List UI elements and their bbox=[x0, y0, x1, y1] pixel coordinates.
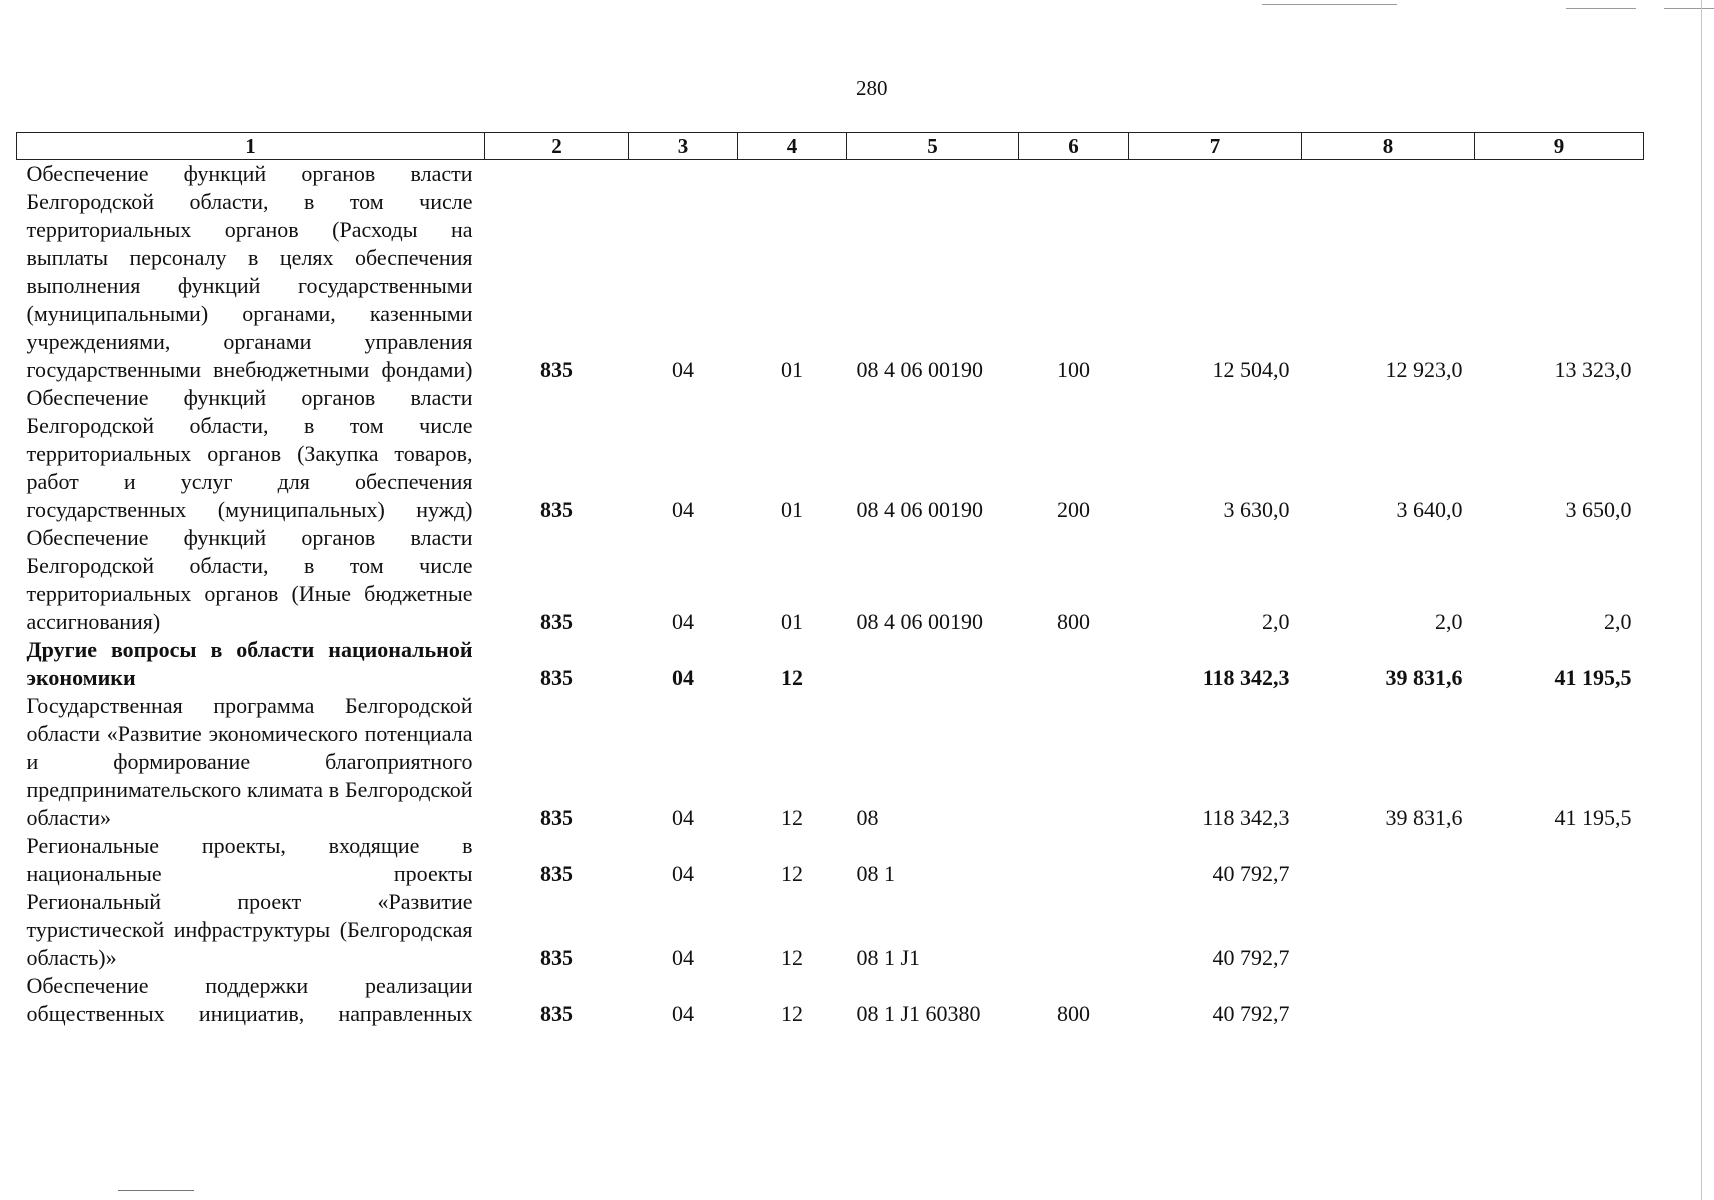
scan-artifact-edge bbox=[1701, 0, 1702, 1200]
row-description: Региональные проекты, входящие в национальные проекты bbox=[26, 833, 473, 886]
table-row bbox=[17, 636, 1644, 692]
cell-subsection: 12 bbox=[781, 805, 803, 830]
cell-target-article: 08 bbox=[856, 805, 879, 830]
row-description: Региональный проект «Развитие туристической инфраструктуры (Белгородская область)» bbox=[26, 889, 473, 970]
row-description: Обеспечение поддержки реализации общественных инициатив, направленных bbox=[26, 973, 473, 1026]
cell-admin-code: 835 bbox=[540, 861, 573, 886]
cell-subsection: 12 bbox=[781, 665, 803, 690]
cell-expense-type bbox=[1019, 692, 1129, 832]
cell-section: 04 bbox=[672, 497, 694, 522]
cell-admin-code: 835 bbox=[540, 609, 573, 634]
cell-subsection: 01 bbox=[781, 609, 803, 634]
cell-amount-col8: 2,0 bbox=[1435, 609, 1463, 634]
cell-target-article: 08 1 bbox=[856, 861, 895, 886]
cell-admin-code: 835 bbox=[540, 805, 573, 830]
header-row bbox=[17, 133, 1644, 160]
cell-amount-col7: 12 504,0 bbox=[1212, 357, 1290, 382]
cell-section: 04 bbox=[672, 609, 694, 634]
cell-subsection: 12 bbox=[781, 861, 803, 886]
cell-section: 04 bbox=[672, 945, 694, 970]
header-col-6: 6 bbox=[1019, 133, 1129, 160]
table-row bbox=[17, 384, 1644, 524]
scan-artifact-line bbox=[1664, 8, 1714, 9]
cell-amount-col7: 118 342,3 bbox=[1202, 805, 1290, 830]
header-col-7: 7 bbox=[1129, 133, 1302, 160]
header-col-3: 3 bbox=[629, 133, 738, 160]
header-col-8: 8 bbox=[1302, 133, 1475, 160]
cell-section: 04 bbox=[672, 1001, 694, 1026]
cell-admin-code: 835 bbox=[540, 1001, 573, 1026]
header-col-1: 1 bbox=[17, 133, 485, 160]
cell-section: 04 bbox=[672, 805, 694, 830]
row-description: Другие вопросы в области национальной экономики bbox=[26, 637, 473, 690]
cell-amount-col7: 40 792,7 bbox=[1212, 1001, 1290, 1026]
table-row bbox=[17, 160, 1644, 385]
cell-expense-type: 800 bbox=[1057, 1001, 1090, 1026]
table-row bbox=[17, 524, 1644, 636]
cell-target-article: 08 1 J1 60380 bbox=[856, 1001, 981, 1026]
cell-amount-col7: 40 792,7 bbox=[1212, 861, 1290, 886]
cell-amount-col9: 3 650,0 bbox=[1565, 497, 1632, 522]
header-col-9: 9 bbox=[1475, 133, 1644, 160]
header-col-2: 2 bbox=[485, 133, 629, 160]
cell-section: 04 bbox=[672, 861, 694, 886]
cell-amount-col7: 118 342,3 bbox=[1202, 665, 1290, 690]
cell-amount-col9: 41 195,5 bbox=[1554, 665, 1632, 690]
cell-subsection: 01 bbox=[781, 357, 803, 382]
cell-amount-col9 bbox=[1475, 972, 1644, 1028]
scan-artifact-line bbox=[1262, 4, 1397, 5]
cell-amount-col8: 3 640,0 bbox=[1396, 497, 1463, 522]
scan-artifact-line bbox=[1566, 8, 1636, 9]
cell-amount-col9: 13 323,0 bbox=[1554, 357, 1632, 382]
cell-target-article: 08 4 06 00190 bbox=[856, 497, 983, 522]
cell-amount-col7: 40 792,7 bbox=[1212, 945, 1290, 970]
cell-subsection: 12 bbox=[781, 945, 803, 970]
row-description: Обеспечение функций органов власти Белгородской области, в том числе территориальных органов (Иные бюджетные ассигнования) bbox=[26, 525, 473, 634]
cell-target-article: 08 4 06 00190 bbox=[856, 357, 983, 382]
budget-table bbox=[16, 132, 1644, 1028]
table-row bbox=[17, 888, 1644, 972]
cell-expense-type bbox=[1019, 832, 1129, 888]
cell-expense-type bbox=[1019, 888, 1129, 972]
cell-amount-col9 bbox=[1475, 888, 1644, 972]
header-col-5: 5 bbox=[847, 133, 1019, 160]
cell-amount-col9 bbox=[1475, 832, 1644, 888]
cell-admin-code: 835 bbox=[540, 665, 573, 690]
cell-section: 04 bbox=[672, 357, 694, 382]
cell-amount-col7: 2,0 bbox=[1262, 609, 1290, 634]
cell-section: 04 bbox=[672, 665, 694, 690]
cell-expense-type: 100 bbox=[1057, 357, 1090, 382]
cell-amount-col9: 41 195,5 bbox=[1554, 805, 1632, 830]
cell-subsection: 01 bbox=[781, 497, 803, 522]
cell-admin-code: 835 bbox=[540, 945, 573, 970]
cell-target-article bbox=[847, 636, 1019, 692]
cell-amount-col8: 12 923,0 bbox=[1385, 357, 1463, 382]
row-description: Обеспечение функций органов власти Белгородской области, в том числе территориальных органов (Расходы на выплаты персоналу в целях обеспечения выполнения функций государственными (муниципальными) органами, казенными учреждениями, органами управления государственными внебюджетными фондами) bbox=[26, 161, 473, 382]
row-description: Обеспечение функций органов власти Белгородской области, в том числе территориальных органов (Закупка товаров, работ и услуг для обеспечения государственных (муниципальных) нужд) bbox=[26, 385, 473, 522]
cell-amount-col8 bbox=[1302, 888, 1475, 972]
header-col-4: 4 bbox=[738, 133, 847, 160]
scan-artifact-line bbox=[118, 1190, 194, 1191]
row-description: Государственная программа Белгородской области «Развитие экономического потенциала и формирование благоприятного предпринимательского климата в Белгородской области» bbox=[26, 693, 473, 830]
table-row bbox=[17, 972, 1644, 1028]
cell-admin-code: 835 bbox=[540, 497, 573, 522]
cell-expense-type: 800 bbox=[1057, 609, 1090, 634]
cell-expense-type: 200 bbox=[1057, 497, 1090, 522]
page-number: 280 bbox=[856, 76, 888, 100]
cell-target-article: 08 1 J1 bbox=[856, 945, 921, 970]
cell-amount-col8: 39 831,6 bbox=[1385, 665, 1463, 690]
cell-amount-col7: 3 630,0 bbox=[1223, 497, 1290, 522]
cell-expense-type bbox=[1019, 636, 1129, 692]
cell-target-article: 08 4 06 00190 bbox=[856, 609, 983, 634]
cell-amount-col8: 39 831,6 bbox=[1385, 805, 1463, 830]
cell-subsection: 12 bbox=[781, 1001, 803, 1026]
table-row bbox=[17, 832, 1644, 888]
table-row bbox=[17, 692, 1644, 832]
cell-amount-col9: 2,0 bbox=[1604, 609, 1632, 634]
cell-admin-code: 835 bbox=[540, 357, 573, 382]
cell-amount-col8 bbox=[1302, 972, 1475, 1028]
cell-amount-col8 bbox=[1302, 832, 1475, 888]
